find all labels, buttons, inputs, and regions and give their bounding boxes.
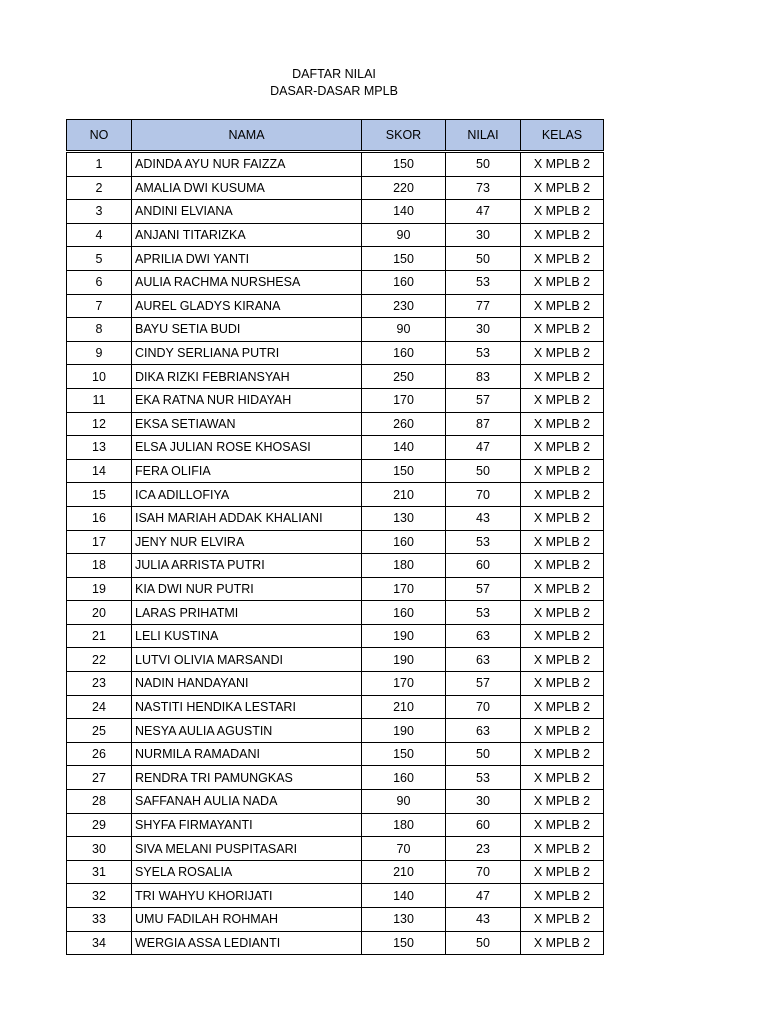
cell-nilai: 30 xyxy=(446,223,521,247)
cell-no: 34 xyxy=(67,931,132,955)
cell-nama: ISAH MARIAH ADDAK KHALIANI xyxy=(132,506,362,530)
cell-no: 9 xyxy=(67,341,132,365)
cell-skor: 150 xyxy=(362,742,446,766)
cell-kelas: X MPLB 2 xyxy=(521,341,604,365)
cell-nama: TRI WAHYU KHORIJATI xyxy=(132,884,362,908)
cell-kelas: X MPLB 2 xyxy=(521,908,604,932)
cell-kelas: X MPLB 2 xyxy=(521,530,604,554)
cell-nilai: 30 xyxy=(446,318,521,342)
table-row xyxy=(67,436,604,460)
cell-nama: SHYFA FIRMAYANTI xyxy=(132,813,362,837)
table-header xyxy=(67,120,604,152)
cell-kelas: X MPLB 2 xyxy=(521,388,604,412)
cell-kelas: X MPLB 2 xyxy=(521,554,604,578)
table-row xyxy=(67,577,604,601)
cell-no: 30 xyxy=(67,837,132,861)
cell-nama: UMU FADILAH ROHMAH xyxy=(132,908,362,932)
cell-nilai: 60 xyxy=(446,813,521,837)
cell-nama: NESYA AULIA AGUSTIN xyxy=(132,719,362,743)
cell-skor: 260 xyxy=(362,412,446,436)
cell-skor: 150 xyxy=(362,247,446,271)
table-row xyxy=(67,388,604,412)
cell-nama: ANDINI ELVIANA xyxy=(132,200,362,224)
cell-skor: 170 xyxy=(362,577,446,601)
cell-kelas: X MPLB 2 xyxy=(521,247,604,271)
cell-no: 21 xyxy=(67,624,132,648)
table-row xyxy=(67,459,604,483)
cell-no: 25 xyxy=(67,719,132,743)
cell-nilai: 77 xyxy=(446,294,521,318)
cell-skor: 220 xyxy=(362,176,446,200)
table-row xyxy=(67,341,604,365)
cell-skor: 90 xyxy=(362,318,446,342)
cell-kelas: X MPLB 2 xyxy=(521,506,604,530)
cell-kelas: X MPLB 2 xyxy=(521,860,604,884)
cell-nama: AULIA RACHMA NURSHESA xyxy=(132,270,362,294)
cell-nama: EKA RATNA NUR HIDAYAH xyxy=(132,388,362,412)
table-row xyxy=(67,554,604,578)
table-row xyxy=(67,624,604,648)
column-header-kelas: KELAS xyxy=(521,120,604,152)
table-row xyxy=(67,860,604,884)
cell-nilai: 47 xyxy=(446,884,521,908)
table-row xyxy=(67,176,604,200)
cell-no: 20 xyxy=(67,601,132,625)
cell-nilai: 53 xyxy=(446,270,521,294)
cell-nama: NURMILA RAMADANI xyxy=(132,742,362,766)
cell-nama: KIA DWI NUR PUTRI xyxy=(132,577,362,601)
cell-skor: 190 xyxy=(362,648,446,672)
table-row xyxy=(67,294,604,318)
cell-nilai: 47 xyxy=(446,200,521,224)
table-row xyxy=(67,790,604,814)
cell-kelas: X MPLB 2 xyxy=(521,931,604,955)
cell-no: 27 xyxy=(67,766,132,790)
cell-skor: 210 xyxy=(362,860,446,884)
cell-no: 4 xyxy=(67,223,132,247)
cell-nama: ELSA JULIAN ROSE KHOSASI xyxy=(132,436,362,460)
cell-nilai: 70 xyxy=(446,695,521,719)
cell-no: 16 xyxy=(67,506,132,530)
table-row xyxy=(67,695,604,719)
cell-nama: EKSA SETIAWAN xyxy=(132,412,362,436)
cell-kelas: X MPLB 2 xyxy=(521,695,604,719)
cell-kelas: X MPLB 2 xyxy=(521,294,604,318)
cell-kelas: X MPLB 2 xyxy=(521,483,604,507)
cell-no: 12 xyxy=(67,412,132,436)
cell-nama: ANJANI TITARIZKA xyxy=(132,223,362,247)
cell-nama: RENDRA TRI PAMUNGKAS xyxy=(132,766,362,790)
cell-nilai: 73 xyxy=(446,176,521,200)
cell-no: 14 xyxy=(67,459,132,483)
cell-kelas: X MPLB 2 xyxy=(521,270,604,294)
cell-nilai: 30 xyxy=(446,790,521,814)
cell-kelas: X MPLB 2 xyxy=(521,223,604,247)
cell-nama: SYELA ROSALIA xyxy=(132,860,362,884)
cell-kelas: X MPLB 2 xyxy=(521,152,604,177)
title-line-2: DASAR-DASAR MPLB xyxy=(270,84,398,98)
cell-no: 5 xyxy=(67,247,132,271)
column-header-nama: NAMA xyxy=(132,120,362,152)
table-row xyxy=(67,813,604,837)
table-row xyxy=(67,200,604,224)
cell-no: 3 xyxy=(67,200,132,224)
cell-nilai: 43 xyxy=(446,908,521,932)
grade-table xyxy=(66,119,604,955)
table-row xyxy=(67,412,604,436)
table-row xyxy=(67,719,604,743)
cell-nilai: 50 xyxy=(446,247,521,271)
cell-kelas: X MPLB 2 xyxy=(521,813,604,837)
table-row xyxy=(67,766,604,790)
table-row xyxy=(67,837,604,861)
column-header-nilai: NILAI xyxy=(446,120,521,152)
cell-no: 18 xyxy=(67,554,132,578)
cell-kelas: X MPLB 2 xyxy=(521,884,604,908)
cell-kelas: X MPLB 2 xyxy=(521,648,604,672)
cell-nilai: 43 xyxy=(446,506,521,530)
cell-skor: 140 xyxy=(362,436,446,460)
cell-kelas: X MPLB 2 xyxy=(521,766,604,790)
cell-kelas: X MPLB 2 xyxy=(521,365,604,389)
cell-nama: SIVA MELANI PUSPITASARI xyxy=(132,837,362,861)
cell-kelas: X MPLB 2 xyxy=(521,459,604,483)
cell-nilai: 70 xyxy=(446,860,521,884)
cell-no: 33 xyxy=(67,908,132,932)
cell-nilai: 60 xyxy=(446,554,521,578)
cell-nilai: 57 xyxy=(446,577,521,601)
cell-nama: JENY NUR ELVIRA xyxy=(132,530,362,554)
cell-nilai: 63 xyxy=(446,719,521,743)
cell-nilai: 87 xyxy=(446,412,521,436)
cell-no: 13 xyxy=(67,436,132,460)
header-row xyxy=(67,120,604,152)
cell-nama: APRILIA DWI YANTI xyxy=(132,247,362,271)
cell-nama: AMALIA DWI KUSUMA xyxy=(132,176,362,200)
cell-nama: AUREL GLADYS KIRANA xyxy=(132,294,362,318)
table-row xyxy=(67,506,604,530)
cell-nilai: 57 xyxy=(446,672,521,696)
table-row xyxy=(67,648,604,672)
cell-skor: 190 xyxy=(362,624,446,648)
cell-skor: 190 xyxy=(362,719,446,743)
table-row xyxy=(67,223,604,247)
cell-no: 19 xyxy=(67,577,132,601)
cell-no: 1 xyxy=(67,152,132,177)
cell-kelas: X MPLB 2 xyxy=(521,624,604,648)
cell-skor: 140 xyxy=(362,200,446,224)
cell-skor: 170 xyxy=(362,388,446,412)
cell-no: 31 xyxy=(67,860,132,884)
cell-skor: 180 xyxy=(362,813,446,837)
cell-nilai: 53 xyxy=(446,766,521,790)
cell-nama: DIKA RIZKI FEBRIANSYAH xyxy=(132,365,362,389)
cell-nilai: 23 xyxy=(446,837,521,861)
cell-kelas: X MPLB 2 xyxy=(521,436,604,460)
cell-nilai: 50 xyxy=(446,152,521,177)
cell-nilai: 47 xyxy=(446,436,521,460)
cell-nama: BAYU SETIA BUDI xyxy=(132,318,362,342)
cell-nama: NASTITI HENDIKA LESTARI xyxy=(132,695,362,719)
table-row xyxy=(67,247,604,271)
cell-skor: 250 xyxy=(362,365,446,389)
cell-kelas: X MPLB 2 xyxy=(521,719,604,743)
cell-nama: FERA OLIFIA xyxy=(132,459,362,483)
cell-kelas: X MPLB 2 xyxy=(521,790,604,814)
cell-nama: NADIN HANDAYANI xyxy=(132,672,362,696)
cell-skor: 130 xyxy=(362,506,446,530)
table-row xyxy=(67,601,604,625)
table-row xyxy=(67,672,604,696)
cell-kelas: X MPLB 2 xyxy=(521,837,604,861)
cell-skor: 160 xyxy=(362,530,446,554)
cell-skor: 160 xyxy=(362,766,446,790)
cell-skor: 70 xyxy=(362,837,446,861)
cell-nilai: 63 xyxy=(446,624,521,648)
cell-skor: 140 xyxy=(362,884,446,908)
cell-nilai: 70 xyxy=(446,483,521,507)
column-header-no: NO xyxy=(67,120,132,152)
cell-no: 2 xyxy=(67,176,132,200)
cell-no: 26 xyxy=(67,742,132,766)
table-row xyxy=(67,884,604,908)
cell-skor: 180 xyxy=(362,554,446,578)
cell-nama: JULIA ARRISTA PUTRI xyxy=(132,554,362,578)
cell-nilai: 57 xyxy=(446,388,521,412)
table-row xyxy=(67,908,604,932)
cell-skor: 160 xyxy=(362,270,446,294)
table-row xyxy=(67,270,604,294)
cell-no: 8 xyxy=(67,318,132,342)
cell-kelas: X MPLB 2 xyxy=(521,601,604,625)
cell-nama: SAFFANAH AULIA NADA xyxy=(132,790,362,814)
table-row xyxy=(67,530,604,554)
cell-nilai: 50 xyxy=(446,742,521,766)
cell-skor: 90 xyxy=(362,223,446,247)
cell-kelas: X MPLB 2 xyxy=(521,412,604,436)
cell-nilai: 83 xyxy=(446,365,521,389)
cell-nama: WERGIA ASSA LEDIANTI xyxy=(132,931,362,955)
cell-no: 10 xyxy=(67,365,132,389)
cell-kelas: X MPLB 2 xyxy=(521,742,604,766)
cell-no: 7 xyxy=(67,294,132,318)
column-header-skor: SKOR xyxy=(362,120,446,152)
cell-nilai: 63 xyxy=(446,648,521,672)
cell-nama: ADINDA AYU NUR FAIZZA xyxy=(132,152,362,177)
cell-nilai: 50 xyxy=(446,459,521,483)
document-title xyxy=(66,66,602,100)
cell-skor: 210 xyxy=(362,695,446,719)
cell-kelas: X MPLB 2 xyxy=(521,577,604,601)
cell-skor: 150 xyxy=(362,459,446,483)
cell-kelas: X MPLB 2 xyxy=(521,318,604,342)
table-row xyxy=(67,318,604,342)
cell-nama: LUTVI OLIVIA MARSANDI xyxy=(132,648,362,672)
cell-no: 22 xyxy=(67,648,132,672)
cell-no: 11 xyxy=(67,388,132,412)
cell-skor: 130 xyxy=(362,908,446,932)
table-row xyxy=(67,931,604,955)
cell-no: 29 xyxy=(67,813,132,837)
cell-skor: 150 xyxy=(362,931,446,955)
cell-nama: CINDY SERLIANA PUTRI xyxy=(132,341,362,365)
cell-kelas: X MPLB 2 xyxy=(521,176,604,200)
table-body xyxy=(67,152,604,955)
cell-skor: 170 xyxy=(362,672,446,696)
cell-skor: 160 xyxy=(362,341,446,365)
cell-no: 15 xyxy=(67,483,132,507)
cell-no: 32 xyxy=(67,884,132,908)
cell-no: 24 xyxy=(67,695,132,719)
cell-nilai: 53 xyxy=(446,601,521,625)
cell-skor: 90 xyxy=(362,790,446,814)
cell-nama: LELI KUSTINA xyxy=(132,624,362,648)
cell-nilai: 53 xyxy=(446,341,521,365)
title-line-1: DAFTAR NILAI xyxy=(292,67,376,81)
cell-nama: ICA ADILLOFIYA xyxy=(132,483,362,507)
cell-no: 6 xyxy=(67,270,132,294)
table-row xyxy=(67,483,604,507)
cell-skor: 150 xyxy=(362,152,446,177)
cell-no: 28 xyxy=(67,790,132,814)
cell-nilai: 50 xyxy=(446,931,521,955)
cell-skor: 160 xyxy=(362,601,446,625)
cell-nilai: 53 xyxy=(446,530,521,554)
cell-no: 17 xyxy=(67,530,132,554)
cell-skor: 210 xyxy=(362,483,446,507)
table-row xyxy=(67,742,604,766)
cell-skor: 230 xyxy=(362,294,446,318)
cell-no: 23 xyxy=(67,672,132,696)
table-row xyxy=(67,365,604,389)
table-row xyxy=(67,152,604,177)
cell-kelas: X MPLB 2 xyxy=(521,200,604,224)
cell-nama: LARAS PRIHATMI xyxy=(132,601,362,625)
cell-kelas: X MPLB 2 xyxy=(521,672,604,696)
